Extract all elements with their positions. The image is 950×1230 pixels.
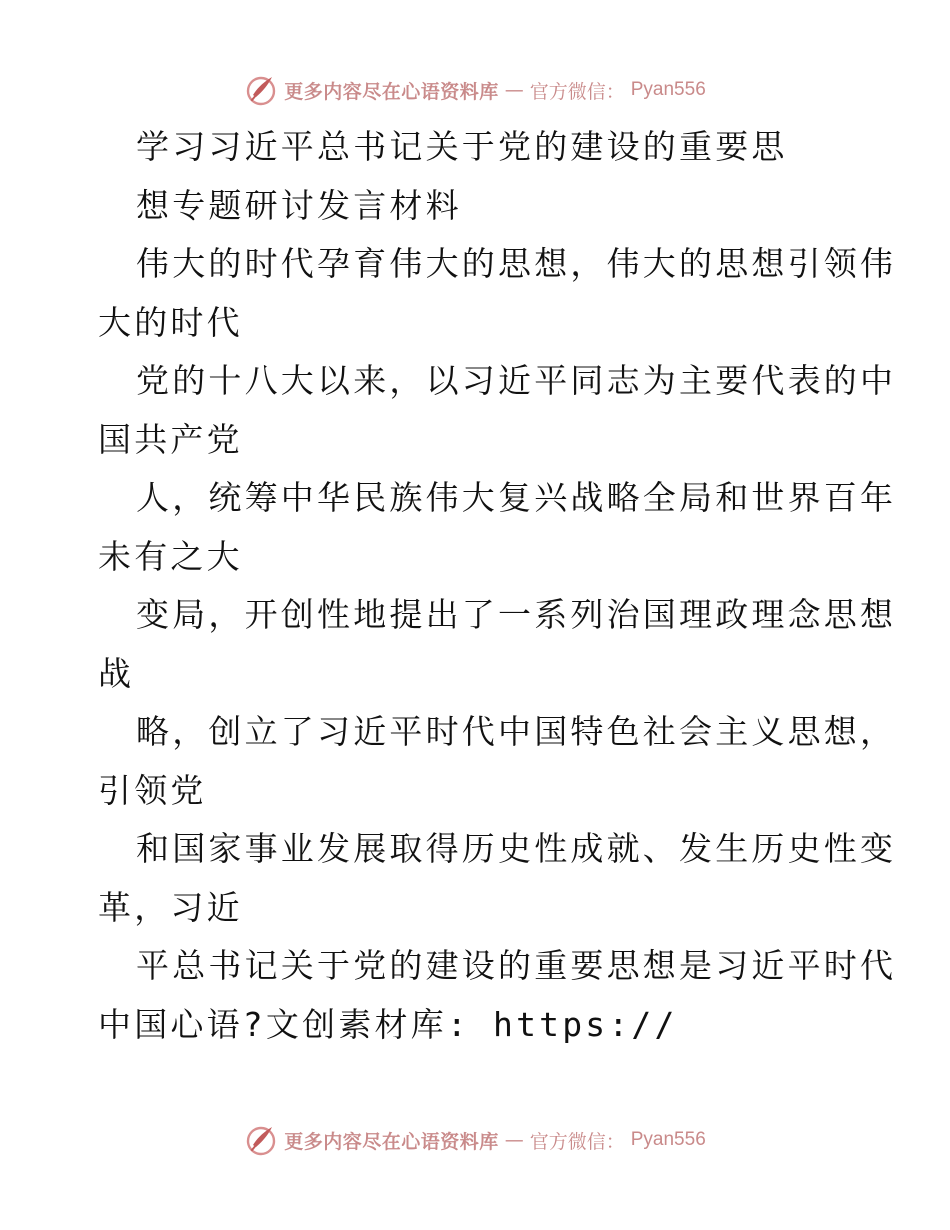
text-line: 人，统筹中华民族伟大复兴战略全局和世界百年 [136, 478, 897, 517]
text-line: 平总书记关于党的建设的重要思想是习近平时代 [136, 946, 897, 985]
footer-brand-text: 更多内容尽在心语资料库 [284, 1130, 499, 1153]
text-line: 想专题研讨发言材料 [136, 185, 462, 225]
footer-wechat-id: Pyan556 [630, 1129, 706, 1150]
text-line: 变局，开创性地提出了一系列治国理政理念思想 [136, 595, 897, 634]
text-line: 略，创立了习近平时代中国特色社会主义思想， [136, 712, 897, 751]
document-body [98, 118, 897, 1054]
header-wechat-id: Pyan556 [630, 79, 706, 100]
footer-dash: — [504, 1129, 524, 1151]
text-line: 国共产党 [98, 419, 243, 459]
text-line: 大的时代 [98, 302, 243, 342]
text-line: 党的十八大以来，以习近平同志为主要代表的中 [136, 361, 897, 400]
header-watermark [0, 70, 950, 110]
header-dash: — [504, 79, 524, 101]
text-line: 未有之大 [98, 536, 243, 576]
footer-wechat-label: 官方微信： [529, 1130, 625, 1153]
text-line: 学习习近平总书记关于党的建设的重要思 [136, 127, 788, 166]
quill-pen-logo-icon [244, 73, 278, 107]
header-wechat-label: 官方微信： [529, 80, 625, 103]
footer-watermark [0, 1120, 950, 1160]
text-line: 引领党 [98, 770, 207, 810]
text-line: 中国心语?文创素材库: https:// [98, 1004, 678, 1044]
text-line: 战 [98, 653, 135, 693]
quill-pen-logo-icon [244, 1123, 278, 1157]
text-line: 和国家事业发展取得历史性成就、发生历史性变 [136, 829, 897, 868]
text-line: 革，习近 [98, 887, 243, 927]
header-brand-text: 更多内容尽在心语资料库 [284, 80, 499, 103]
text-line: 伟大的时代孕育伟大的思想，伟大的思想引领伟 [136, 244, 897, 283]
